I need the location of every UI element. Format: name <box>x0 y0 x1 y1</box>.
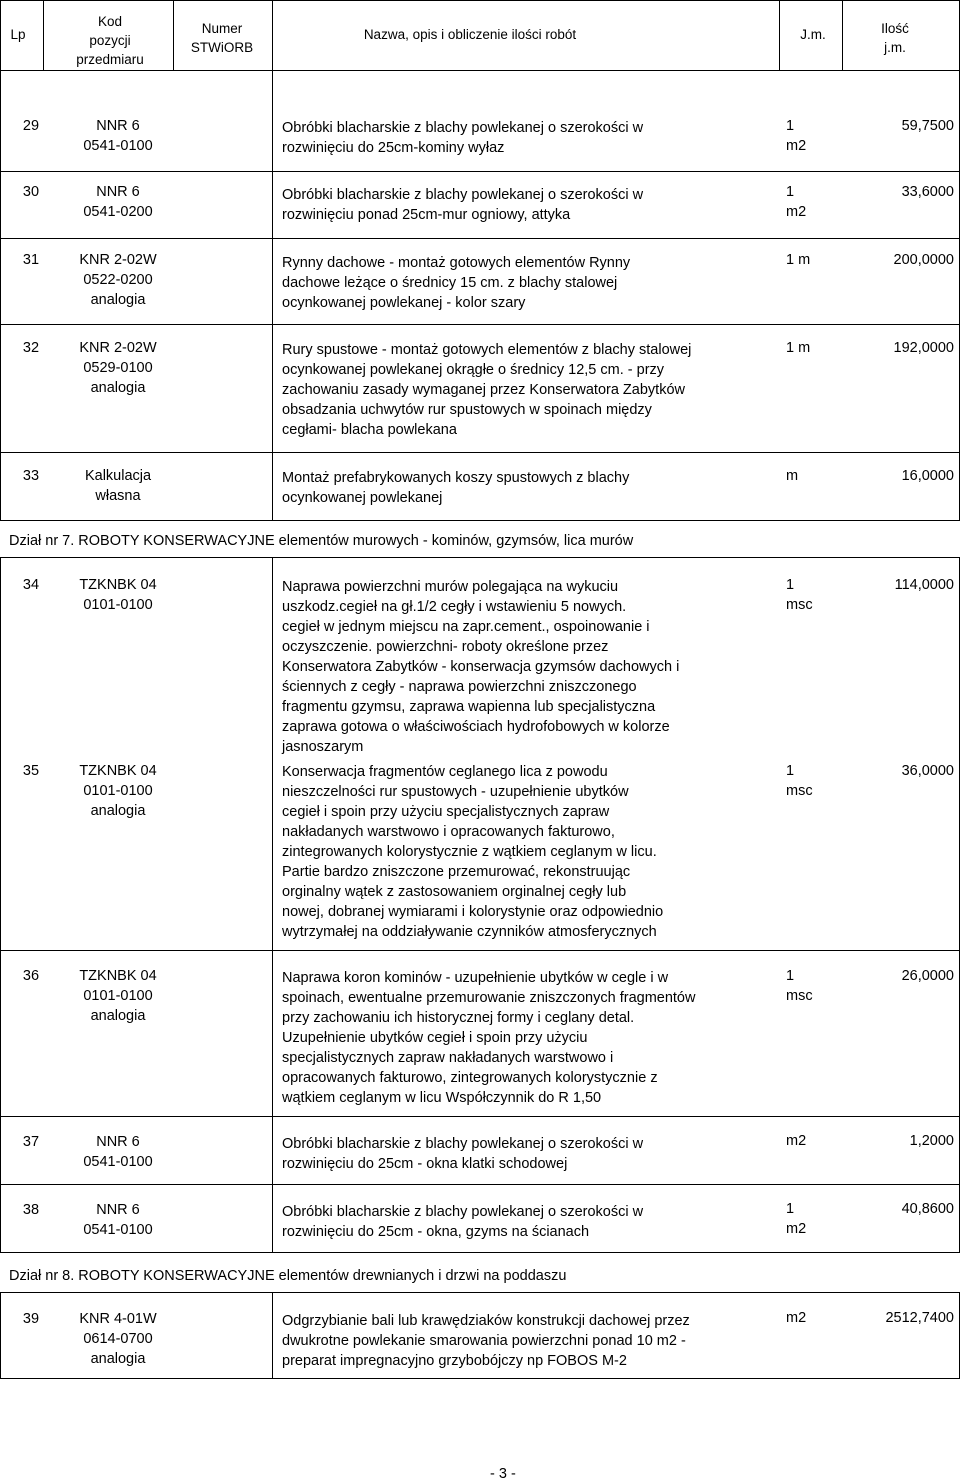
row-lp: 33 <box>22 468 40 484</box>
row-description: Obróbki blacharskie z blachy powlekanej o szerokości w rozwinięciu ponad 25cm-mur ogniowy, attyka <box>282 187 644 223</box>
row-description: Obróbki blacharskie z blachy powlekanej o szerokości w rozwinięciu do 25cm - okna klatki schodowej <box>282 1136 644 1172</box>
row-lp: 32 <box>22 340 40 356</box>
row-jm-qty: 1 <box>786 1201 795 1217</box>
grid-line <box>0 1292 1 1378</box>
row-jm-unit: m2 <box>786 204 807 220</box>
row-kod-line1: NNR 6 <box>96 1134 140 1150</box>
row-kod-line2: 0541-0100 <box>83 1154 153 1170</box>
row-kod-line2: 0101-0100 <box>83 988 153 1004</box>
row-lp: 38 <box>22 1202 40 1218</box>
row-jm <box>786 1199 846 1239</box>
header-lp: Lp <box>10 27 26 42</box>
grid-line <box>0 1116 960 1117</box>
row-description: Naprawa koron kominów - uzupełnienie ubytków w cegle i w spoinach, ewentualne przemurowanie zniszczonych fragmentów przy zachowaniu ich historycznej formy i ceglany detal. Uzupełnienie ubytków cegieł i spoin przy użyciu specjalistycznych zapraw nakładanych warstwowo i opracowanych fakturowo, zintegrowanych kolorystycznie z wątkiem ceglanym w licu Współczynnik do R 1,50 <box>282 970 696 1106</box>
row-description: Montaż prefabrykowanych koszy spustowych z blachy ocynkowanej powlekanej <box>282 470 630 506</box>
row-kod-line2: 0529-0100 <box>83 360 153 376</box>
row-jm-unit: m2 <box>786 138 807 154</box>
row-kod-line1: KNR 2-02W <box>79 340 157 356</box>
row-description: Rynny dachowe - montaż gotowych elementów Rynny dachowe leżące o średnicy 15 cm. z blachy stalowej ocynkowanej powlekanej - kolor szary <box>282 255 631 311</box>
row-kod-line2: 0101-0100 <box>83 783 153 799</box>
grid-line <box>0 520 960 521</box>
grid-line <box>0 238 960 239</box>
row-kod-line2: 0101-0100 <box>83 597 153 613</box>
row-kod-line2: 0541-0200 <box>83 204 153 220</box>
row-jm-unit: m2 <box>786 1221 807 1237</box>
row-jm <box>786 575 846 615</box>
row-jm: 1 m <box>786 340 811 356</box>
grid-line <box>0 950 960 951</box>
grid-line <box>0 557 960 558</box>
row-jm <box>786 761 846 801</box>
header-jm: J.m. <box>800 27 826 42</box>
row-jm-qty: 1 <box>786 763 795 779</box>
row-kod-line1: Kalkulacja <box>84 468 152 484</box>
header-numer <box>176 19 268 57</box>
row-lp: 37 <box>22 1134 40 1150</box>
row-kod-line1: TZKNBK 04 <box>79 577 157 593</box>
row-description: Obróbki blacharskie z blachy powlekanej o szerokości w rozwinięciu do 25cm - okna, gzyms na ścianach <box>282 1204 644 1240</box>
row-kod-line1: NNR 6 <box>96 118 140 134</box>
row-jm <box>786 966 846 1006</box>
row-ilosc: 26,0000 <box>901 968 954 984</box>
row-kod <box>62 466 174 506</box>
grid-line <box>173 0 174 70</box>
section-heading-dzial-7: Dział nr 7. ROBOTY KONSERWACYJNE elementów murowych - kominów, gzymsów, lica murów <box>9 533 634 549</box>
row-kod-line1: TZKNBK 04 <box>79 763 157 779</box>
row-ilosc: 16,0000 <box>901 468 954 484</box>
row-kod <box>62 1132 174 1172</box>
grid-line <box>0 1184 960 1185</box>
grid-line <box>842 0 843 70</box>
page-number: - 3 - <box>490 1466 516 1482</box>
row-kod-line1: TZKNBK 04 <box>79 968 157 984</box>
header-numer-line1: Numer <box>201 21 243 36</box>
row-jm-qty: 1 <box>786 577 795 593</box>
header-ilosc-line2: j.m. <box>884 40 906 55</box>
row-kod-line2: 0614-0700 <box>83 1331 153 1347</box>
row-kod-line2: 0522-0200 <box>83 272 153 288</box>
row-ilosc: 200,0000 <box>893 252 954 268</box>
row-lp: 36 <box>22 968 40 984</box>
row-jm-qty: 1 <box>786 184 795 200</box>
row-kod-line1: KNR 4-01W <box>79 1311 157 1327</box>
header-bottom-border <box>0 70 960 71</box>
row-kod-line1: NNR 6 <box>96 184 140 200</box>
header-ilosc <box>852 19 938 57</box>
row-description: Naprawa powierzchni murów polegająca na wykuciu uszkodz.cegieł na gł.1/2 cegły i wstawieniu 5 nowych. cegieł w jednym miejscu na zapr.cement., ospoinowanie i oczyszczenie. powierzchni- roboty określone przez Konserwatora Zabytków - konserwacja gzymsów dachowych i ściennych z cegły - naprawa powierzchni zniszczonego fragmentu gzymsu, zaprawa wapienna lub specjalistyczna zaprawa gotowa o właściwościach hydrofobowych w kolorze jasnoszarym <box>282 579 680 755</box>
row-kod-line3: analogia <box>90 1008 146 1024</box>
row-lp: 39 <box>22 1311 40 1327</box>
row-jm-unit: msc <box>786 783 813 799</box>
grid-line <box>0 171 960 172</box>
row-description: Obróbki blacharskie z blachy powlekanej o szerokości w rozwinięciu do 25cm-kominy wyłaz <box>282 120 644 156</box>
grid-line <box>0 1292 960 1293</box>
row-ilosc: 59,7500 <box>901 118 954 134</box>
row-kod <box>62 1309 174 1369</box>
header-kod-line2: pozycji <box>89 33 131 48</box>
row-kod <box>62 182 174 222</box>
header-kod-line1: Kod <box>97 14 123 29</box>
row-ilosc: 2512,7400 <box>885 1310 954 1326</box>
row-jm-unit: msc <box>786 988 813 1004</box>
row-jm: m <box>786 468 799 484</box>
row-jm: 1 m <box>786 252 811 268</box>
row-lp: 35 <box>22 763 40 779</box>
row-kod <box>62 338 174 398</box>
row-lp: 30 <box>22 184 40 200</box>
row-jm-qty: 1 <box>786 968 795 984</box>
grid-line <box>0 452 960 453</box>
grid-line <box>0 1252 960 1253</box>
grid-line <box>0 557 1 1252</box>
row-kod <box>62 761 174 821</box>
row-description: Odgrzybianie bali lub krawędziaków konstrukcji dachowej przez dwukrotne powlekanie smarowania powierzchni ponad 10 m2 - preparat impregnacyjno grzybobójczy np FOBOS M-2 <box>282 1313 690 1369</box>
row-kod <box>62 116 174 156</box>
row-kod-line1: KNR 2-02W <box>79 252 157 268</box>
row-kod-line3: analogia <box>90 292 146 308</box>
grid-line <box>43 0 44 70</box>
grid-line <box>272 0 273 70</box>
row-kod-line3: analogia <box>90 803 146 819</box>
row-jm <box>786 182 846 222</box>
row-kod-line3: analogia <box>90 380 146 396</box>
row-kod-line2: 0541-0100 <box>83 1222 153 1238</box>
row-ilosc: 1,2000 <box>909 1133 954 1149</box>
grid-line <box>272 557 273 1252</box>
row-description: Rury spustowe - montaż gotowych elementów z blachy stalowej ocynkowanej powlekanej okrągłe o średnicy 12,5 cm. - przy zachowaniu zasady wymaganej przez Konserwatora Zabytków obsadzania uchwytów rur spustowych w spoinach między cegłami- blacha powlekana <box>282 342 692 438</box>
grid-line <box>779 0 780 70</box>
row-jm: m2 <box>786 1133 807 1149</box>
row-ilosc: 33,6000 <box>901 184 954 200</box>
row-ilosc: 114,0000 <box>894 577 954 593</box>
row-kod <box>62 1200 174 1240</box>
row-kod <box>62 575 174 615</box>
row-jm: m2 <box>786 1310 807 1326</box>
section-heading-dzial-8: Dział nr 8. ROBOTY KONSERWACYJNE elementów drewnianych i drzwi na poddaszu <box>9 1268 567 1284</box>
row-kod <box>62 966 174 1026</box>
row-ilosc: 40,8600 <box>901 1201 954 1217</box>
grid-line <box>0 324 960 325</box>
header-kod-line3: przedmiaru <box>76 52 144 67</box>
grid-line <box>272 1292 273 1378</box>
row-description: Konserwacja fragmentów ceglanego lica z powodu nieszczelności rur spustowych - uzupełnienie ubytków cegieł i spoin przy użyciu specjalistycznych zapraw nakładanych warstwowo i opracowanych fakturowo, zintegrowanych kolorystycznie z wątkiem ceglanym w licu. Partie bardzo zniszczone przemurować, rekonstruując orginalny wątek z zastosowaniem orginalnej cegły lub nowej, dobranej wymiarami i kolorystynie oraz odpowiednio wytrzymałej na oddziaływanie czynników atmosferycznych <box>282 764 664 940</box>
header-ilosc-line1: Ilość <box>881 21 909 36</box>
row-kod-line2: własna <box>95 488 141 504</box>
row-jm-qty: 1 <box>786 118 795 134</box>
header-kod <box>62 12 158 69</box>
row-kod-line1: NNR 6 <box>96 1202 140 1218</box>
row-kod-line2: 0541-0100 <box>83 138 153 154</box>
grid-line <box>0 0 1 70</box>
row-lp: 34 <box>22 577 40 593</box>
row-kod <box>62 250 174 310</box>
row-jm <box>786 116 846 156</box>
row-jm-unit: msc <box>786 597 813 613</box>
row-ilosc: 192,0000 <box>893 340 954 356</box>
row-lp: 31 <box>22 252 40 268</box>
header-nazwa: Nazwa, opis i obliczenie ilości robót <box>363 27 577 42</box>
row-ilosc: 36,0000 <box>901 763 954 779</box>
row-kod-line3: analogia <box>90 1351 146 1367</box>
header-top-border <box>0 0 960 1</box>
row-lp: 29 <box>22 118 40 134</box>
grid-line <box>0 1378 960 1379</box>
header-numer-line2: STWiORB <box>190 40 254 55</box>
